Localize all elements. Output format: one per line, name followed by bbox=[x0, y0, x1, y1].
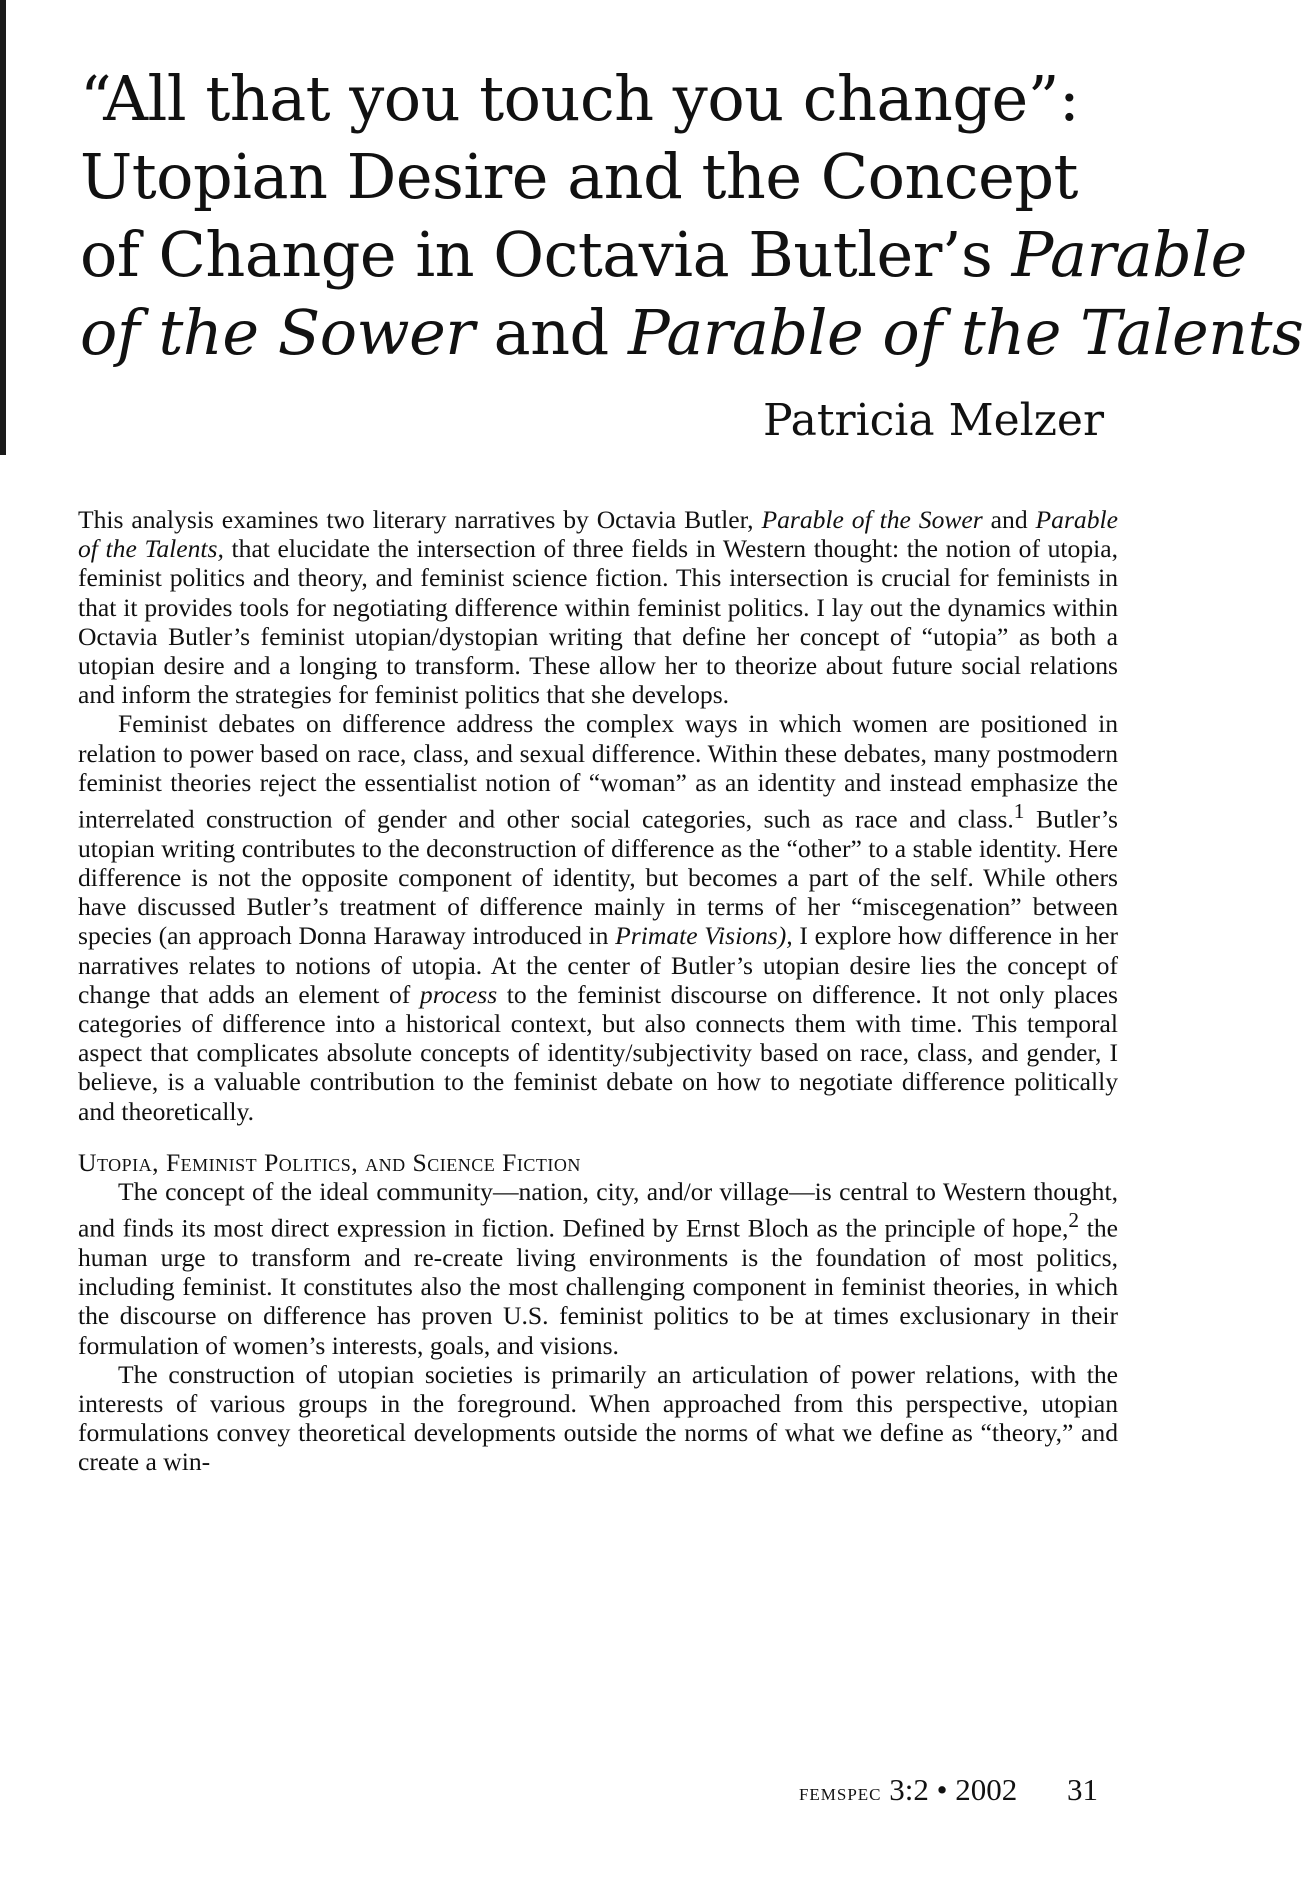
author-name: Patricia Melzer bbox=[763, 395, 1104, 446]
title-book-1-rest: of the Sower bbox=[80, 296, 475, 369]
page-footer bbox=[799, 1772, 1098, 1808]
book-title-talents: Parable of the Talents, bbox=[78, 505, 1118, 564]
paragraph-2-text-4: to the feminist discourse on difference. It not only places categories of difference into a historical context, but also connects them with time. This temporal aspect that complicates absolute concepts of identity/subjectivity based on race, class, and gender, I believe, is a valuable contribution to the feminist debate on how to negotiate difference politically and theoretically. bbox=[78, 979, 1118, 1126]
title-book-1-part: Parable bbox=[1011, 218, 1247, 291]
paragraph-utopian-societies: The construction of utopian societies is primarily an articulation of power relations, with the interests of various groups in the foreground. When approached from this perspective, utopian formulations convey theoretical developments outside the norms of what we define as “theory,” and create a win- bbox=[78, 1359, 1118, 1477]
scan-edge-shadow bbox=[0, 0, 6, 455]
abstract-text-1: This analysis examines two literary narratives by Octavia Butler, bbox=[78, 505, 762, 534]
abstract-text-3: that elucidate the intersection of three fields in Western thought: the notion of utopia, feminist politics and theory, and feminist science fiction. This intersection is crucial for feminists in that it provides tools for negotiating difference within feminist politics. I lay out the dynamics within Octavia Butler’s feminist utopian/dystopian writing that define her concept of “utopia” as both a utopian desire and a longing to transform. These allow her to theorize about future social relations and inform the strategies for feminist politics that she develops. bbox=[78, 534, 1118, 710]
emphasis-process: process bbox=[419, 979, 498, 1009]
journal-name: femspec bbox=[798, 1780, 882, 1806]
paragraph-3-text-2: the human urge to transform and re-create living environments is the foundation of most politics, including feminist. It constitutes also the most challenging component in feminist theories, in which the discourse on difference has proven U.S. feminist politics to be at times exclusionary in their formulation of women’s interests, goals, and visions. bbox=[78, 1213, 1118, 1360]
article-body bbox=[78, 505, 1118, 1477]
paragraph-difference bbox=[78, 709, 1118, 1125]
footnote-marker-1: 1 bbox=[1013, 799, 1025, 824]
paragraph-3-text-1: The concept of the ideal community—nation, city, and/or village—is central to Western thought, and finds its most direct expression in fiction. Defined by Ernst Bloch as the principle of hope, bbox=[78, 1177, 1118, 1243]
book-title-sower: Parable of the Sower bbox=[761, 505, 983, 534]
footnote-marker-2: 2 bbox=[1068, 1208, 1080, 1233]
title-and: and bbox=[493, 296, 609, 369]
title-book-2: Parable of the Talents bbox=[627, 296, 1303, 369]
paragraph-2-text-1: Feminist debates on difference address the complex ways in which women are positioned in relation to power based on race, class, and sexual difference. Within these debates, many postmodern feminist theories reject the essentialist notion of “woman” as an identity and instead emphasize the interrelated construction of gender and other social categories, such as race and class. bbox=[78, 709, 1118, 834]
abstract-paragraph bbox=[78, 505, 1118, 709]
paragraph-2-text-2: Butler’s utopian writing contributes to the deconstruction of difference as the “other” to a stable identity. Here difference is not the opposite component of identity, but becomes a part of the self. While others have discussed Butler’s treatment of difference mainly in terms of her “miscegenation” between species (an approach Donna Haraway introduced in bbox=[78, 804, 1118, 951]
title-line-2: Utopian Desire and the Concept bbox=[80, 140, 1078, 213]
paragraph-ideal-community bbox=[78, 1177, 1118, 1360]
abstract-text-2: and bbox=[982, 505, 1036, 534]
title-line-4 bbox=[80, 294, 1303, 372]
journal-issue: 3:2 • 2002 bbox=[889, 1772, 1018, 1807]
book-title-primate-visions: Primate Visions), bbox=[615, 921, 793, 951]
title-line-3 bbox=[80, 216, 1247, 294]
article-title bbox=[80, 60, 1303, 372]
title-line-3-text: of Change in Octavia Butler’s bbox=[80, 218, 993, 291]
paragraph-2-text-3: I explore how difference in her narratives relates to notions of utopia. At the center of Butler’s utopian desire lies the concept of change that adds an element of bbox=[78, 921, 1119, 1009]
section-heading: Utopia, Feminist Politics, and Science Fiction bbox=[78, 1147, 581, 1177]
title-line-1: “All that you touch you change”: bbox=[80, 62, 1080, 135]
page-number: 31 bbox=[1067, 1772, 1098, 1807]
